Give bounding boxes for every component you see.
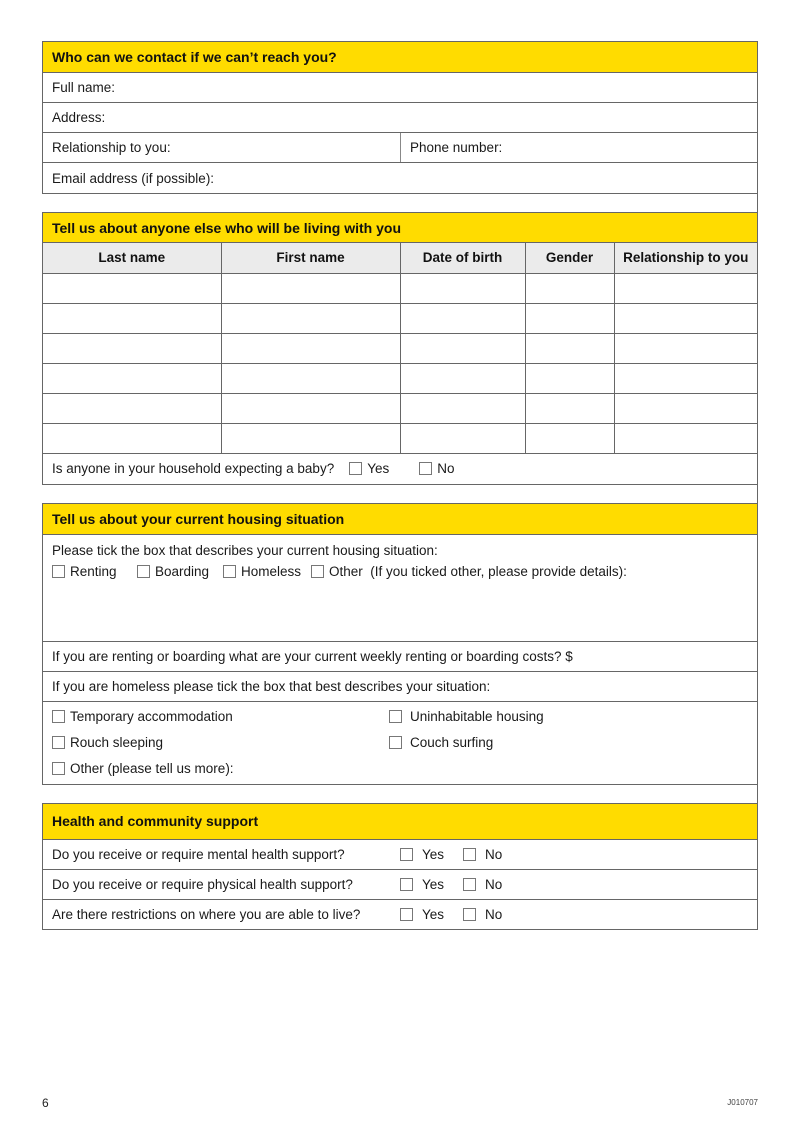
address-field[interactable]	[43, 103, 757, 133]
gender-cell[interactable]	[525, 273, 614, 303]
contact-section-header: Who can we contact if we can’t reach you?	[43, 42, 757, 73]
household-members-table	[43, 243, 757, 454]
weekly-costs-label: If you are renting or boarding what are your current weekly renting or boarding costs? $	[52, 648, 573, 664]
date-of-birth-cell[interactable]	[400, 393, 525, 423]
health-section-header: Health and community support	[43, 804, 757, 840]
baby-question-row	[43, 454, 757, 484]
physical-health-question-row	[43, 870, 757, 900]
table-row	[43, 423, 757, 453]
relationship-cell[interactable]	[614, 423, 757, 453]
no-option[interactable]	[463, 907, 502, 922]
question-label: Are there restrictions on where you are able to live?	[52, 906, 361, 922]
housing-situation-block	[43, 535, 757, 642]
health-section	[42, 803, 758, 930]
option-boarding[interactable]	[137, 564, 223, 579]
relationship-cell[interactable]	[614, 393, 757, 423]
living-restrictions-question-row	[43, 900, 757, 930]
option-label: Other (please tell us more):	[70, 760, 234, 776]
checkbox-icon[interactable]	[137, 565, 150, 578]
column-header-last-name: Last name	[43, 243, 221, 273]
baby-no-option[interactable]	[419, 461, 454, 476]
gender-cell[interactable]	[525, 303, 614, 333]
checkbox-icon[interactable]	[463, 908, 476, 921]
checkbox-icon[interactable]	[400, 908, 413, 921]
no-option[interactable]	[463, 847, 502, 862]
checkbox-icon[interactable]	[419, 462, 432, 475]
mental-health-question-row	[43, 840, 757, 870]
last-name-cell[interactable]	[43, 423, 221, 453]
relationship-cell[interactable]	[614, 303, 757, 333]
page-number: 6	[42, 1096, 49, 1110]
table-row	[43, 273, 757, 303]
yes-label: Yes	[422, 876, 445, 892]
no-label: No	[485, 876, 503, 892]
option-homeless-other[interactable]	[52, 760, 389, 777]
checkbox-icon[interactable]	[52, 565, 65, 578]
checkbox-icon[interactable]	[223, 565, 236, 578]
question-label: Do you receive or require mental health support?	[52, 846, 345, 862]
checkbox-icon[interactable]	[52, 762, 65, 775]
date-of-birth-cell[interactable]	[400, 363, 525, 393]
no-option[interactable]	[463, 877, 502, 892]
household-section	[42, 212, 758, 484]
form-page	[42, 41, 758, 930]
yes-label: Yes	[422, 846, 445, 862]
table-row	[43, 363, 757, 393]
option-label: Temporary accommodation	[70, 708, 233, 724]
option-other[interactable]	[311, 564, 627, 579]
homeless-prompt-row	[43, 672, 757, 702]
checkbox-icon[interactable]	[463, 848, 476, 861]
first-name-cell[interactable]	[221, 303, 400, 333]
option-label: Uninhabitable housing	[410, 708, 544, 724]
option-couch-surfing[interactable]	[389, 734, 748, 751]
option-label: Other (If you ticked other, please provide details):	[329, 563, 627, 579]
relationship-phone-row	[43, 133, 757, 163]
housing-section	[42, 503, 758, 784]
option-renting[interactable]	[52, 564, 137, 579]
relationship-cell[interactable]	[614, 273, 757, 303]
checkbox-icon[interactable]	[389, 736, 402, 749]
date-of-birth-cell[interactable]	[400, 423, 525, 453]
checkbox-icon[interactable]	[349, 462, 362, 475]
first-name-cell[interactable]	[221, 363, 400, 393]
section-spacer	[42, 784, 758, 803]
checkbox-icon[interactable]	[311, 565, 324, 578]
yes-label: Yes	[422, 906, 445, 922]
relationship-cell[interactable]	[614, 363, 757, 393]
yes-option[interactable]	[400, 847, 463, 862]
contact-section	[42, 41, 758, 193]
table-header-row	[43, 243, 757, 273]
table-row	[43, 333, 757, 363]
last-name-cell[interactable]	[43, 303, 221, 333]
last-name-cell[interactable]	[43, 363, 221, 393]
option-rough-sleeping[interactable]	[52, 734, 389, 751]
checkbox-icon[interactable]	[52, 710, 65, 723]
option-label: Renting	[70, 563, 117, 579]
household-section-header: Tell us about anyone else who will be living with you	[43, 213, 757, 243]
gender-cell[interactable]	[525, 363, 614, 393]
column-header-date-of-birth: Date of birth	[400, 243, 525, 273]
full-name-label: Full name:	[52, 80, 116, 95]
housing-section-header: Tell us about your current housing situation	[43, 504, 757, 535]
no-label: No	[485, 846, 503, 862]
baby-yes-option[interactable]	[349, 461, 389, 476]
option-homeless[interactable]	[223, 564, 311, 579]
gender-cell[interactable]	[525, 393, 614, 423]
housing-tick-prompt: Please tick the box that describes your current housing situation:	[52, 542, 438, 558]
relationship-cell[interactable]	[614, 333, 757, 363]
no-label: No	[485, 906, 503, 922]
relationship-field[interactable]	[43, 133, 401, 162]
table-row	[43, 393, 757, 423]
first-name-cell[interactable]	[221, 423, 400, 453]
checkbox-icon[interactable]	[52, 736, 65, 749]
yes-option[interactable]	[400, 907, 463, 922]
email-field[interactable]	[43, 163, 757, 193]
section-spacer	[42, 193, 758, 212]
gender-cell[interactable]	[525, 423, 614, 453]
date-of-birth-cell[interactable]	[400, 273, 525, 303]
option-label: Couch surfing	[410, 734, 494, 750]
first-name-cell[interactable]	[221, 333, 400, 363]
checkbox-icon[interactable]	[400, 878, 413, 891]
column-header-first-name: First name	[221, 243, 400, 273]
column-header-gender: Gender	[525, 243, 614, 273]
yes-label: Yes	[367, 461, 390, 476]
full-name-field[interactable]	[43, 73, 757, 103]
option-label: Homeless	[241, 563, 302, 579]
homeless-options	[43, 702, 757, 784]
question-label: Do you receive or require physical health support?	[52, 876, 353, 892]
yes-option[interactable]	[400, 877, 463, 892]
checkbox-icon[interactable]	[463, 878, 476, 891]
last-name-cell[interactable]	[43, 273, 221, 303]
first-name-cell[interactable]	[221, 273, 400, 303]
date-of-birth-cell[interactable]	[400, 333, 525, 363]
weekly-costs-field[interactable]	[43, 642, 757, 672]
option-label: Rouch sleeping	[70, 734, 164, 750]
email-label: Email address (if possible):	[52, 170, 215, 186]
phone-label: Phone number:	[410, 140, 503, 155]
relationship-label: Relationship to you:	[52, 140, 171, 155]
gender-cell[interactable]	[525, 333, 614, 363]
address-label: Address:	[52, 110, 106, 125]
table-row	[43, 303, 757, 333]
checkbox-icon[interactable]	[400, 848, 413, 861]
option-label: Boarding	[155, 563, 210, 579]
first-name-cell[interactable]	[221, 393, 400, 423]
no-label: No	[437, 461, 455, 476]
last-name-cell[interactable]	[43, 393, 221, 423]
last-name-cell[interactable]	[43, 333, 221, 363]
checkbox-icon[interactable]	[389, 710, 402, 723]
column-header-relationship: Relationship to you	[614, 243, 757, 273]
baby-question-label: Is anyone in your household expecting a baby?	[52, 461, 335, 476]
section-spacer	[42, 484, 758, 503]
phone-field[interactable]	[401, 133, 757, 162]
housing-options	[52, 564, 748, 579]
option-temporary-accommodation[interactable]	[52, 708, 389, 725]
option-uninhabitable-housing[interactable]	[389, 708, 748, 725]
homeless-prompt: If you are homeless please tick the box that best describes your situation:	[52, 678, 491, 694]
form-code: J010707	[727, 1098, 758, 1107]
date-of-birth-cell[interactable]	[400, 303, 525, 333]
